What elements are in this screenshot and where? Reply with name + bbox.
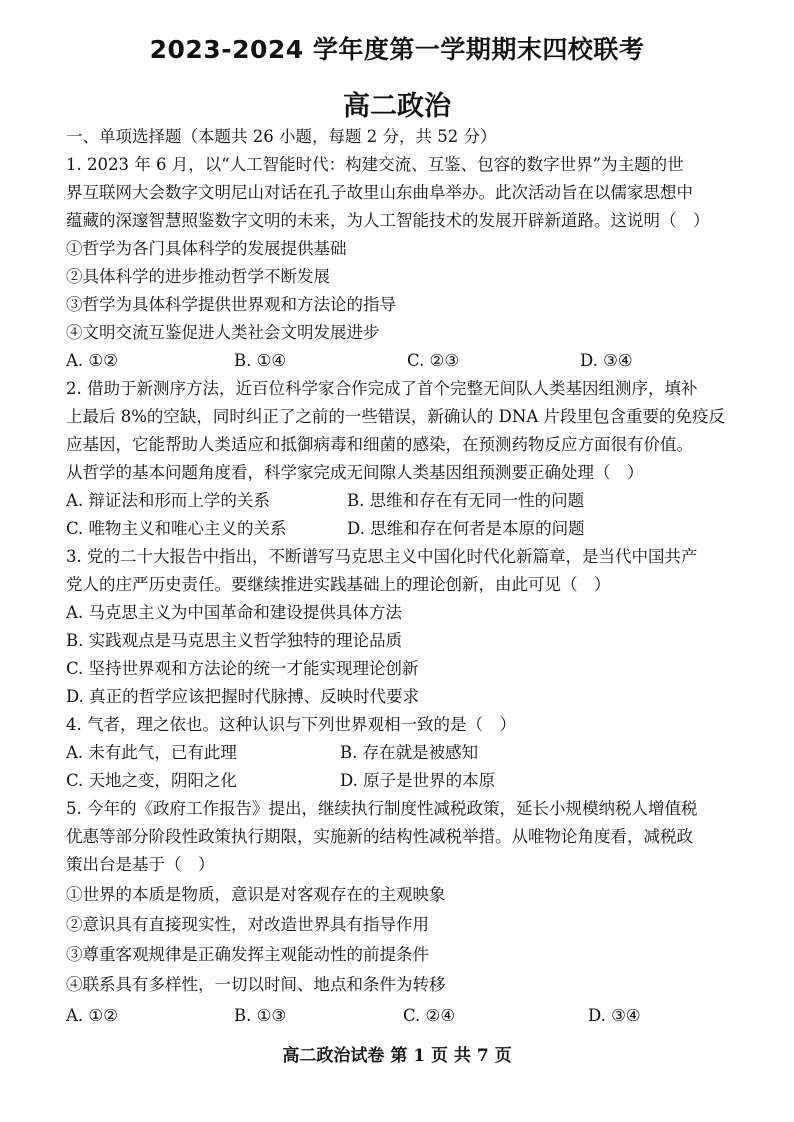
q5-stem-line: 优惠等部分阶段性政策执行期限，实施新的结构性减税举措。从唯物论角度看，减税政 [66, 827, 693, 846]
q1-stem-line: 界互联网大会数字文明尼山对话在孔子故里山东曲阜举办。此次活动旨在以儒家思想中 [66, 183, 693, 202]
exam-title: 2023-2024 学年度第一学期期末四校联考 [149, 35, 645, 64]
q5-stem-line: 5. 今年的《政府工作报告》提出，继续执行制度性减税政策，延长小规模纳税人增值税 [66, 799, 698, 818]
q5-option-a[interactable]: A. ①② [66, 1006, 118, 1025]
subject-title: 高二政治 [343, 91, 451, 122]
q1-option-d[interactable]: D. ③④ [580, 351, 633, 370]
q5-item: ④联系具有多样性，一切以时间、地点和条件为转移 [66, 975, 446, 994]
q3-stem-line: 3. 党的二十大报告中指出，不断谱写马克思主义中国化时代化新篇章，是当代中国共产 [66, 547, 698, 566]
q3-option-b[interactable]: B. 实践观点是马克思主义哲学独特的理论品质 [66, 631, 403, 650]
q5-option-b[interactable]: B. ①③ [234, 1006, 287, 1025]
q4-option-c[interactable]: C. 天地之变，阴阳之化 [66, 771, 238, 790]
q5-item: ①世界的本质是物质，意识是对客观存在的主观映象 [66, 885, 446, 904]
q2-stem-line: 应基因，它能帮助人类适应和抵御病毒和细菌的感染，在预测药物反应方面很有价值。 [66, 435, 693, 454]
q5-stem-line: 策出台是基于（ ） [66, 855, 215, 874]
q1-stem-line: 1. 2023 年 6 月，以“人工智能时代：构建交流、互鉴、包容的数字世界”为主题的世 [66, 155, 684, 174]
q2-stem-line: 从哲学的基本问题角度看，科学家完成无间隙人类基因组预测要正确处理（ ） [66, 463, 644, 482]
q1-option-b[interactable]: B. ①④ [234, 351, 287, 370]
q4-option-d[interactable]: D. 原子是世界的本原 [340, 771, 496, 790]
q4-option-a[interactable]: A. 未有此气，已有此理 [66, 743, 237, 762]
q5-item: ②意识具有直接现实性，对改造世界具有指导作用 [66, 915, 429, 934]
q2-stem-line: 上最后 8%的空缺，同时纠正了之前的一些错误，新确认的 DNA 片段里包含重要的免疫反 [66, 407, 725, 426]
q3-stem-line: 党人的庄严历史责任。要继续推进实践基础上的理论创新，由此可见（ ） [66, 575, 611, 594]
q5-option-c[interactable]: C. ②④ [403, 1006, 456, 1025]
section-heading: 一、单项选择题（本题共 26 小题，每题 2 分，共 52 分） [66, 127, 497, 146]
q1-item: ②具体科学的进步推动哲学不断发展 [66, 267, 330, 286]
q5-item: ③尊重客观规律是正确发挥主观能动性的前提条件 [66, 945, 429, 964]
q3-option-a[interactable]: A. 马克思主义为中国革命和建设提供具体方法 [66, 603, 402, 622]
q2-stem-line: 2. 借助于新测序方法，近百位科学家合作完成了首个完整无间队人类基因组测序，填补 [66, 379, 698, 398]
q3-option-c[interactable]: C. 坚持世界观和方法论的统一才能实现理论创新 [66, 659, 419, 678]
q1-option-c[interactable]: C. ②③ [407, 351, 460, 370]
q1-stem-line: 蕴藏的深邃智慧照鉴数字文明的未来，为人工智能技术的发展开辟新道路。这说明（ ） [66, 211, 710, 230]
q1-item: ①哲学为各门具体科学的发展提供基础 [66, 239, 347, 258]
q4-option-b[interactable]: B. 存在就是被感知 [340, 743, 479, 762]
q2-option-b[interactable]: B. 思维和存在有无同一性的问题 [347, 491, 585, 510]
q2-option-a[interactable]: A. 辩证法和形而上学的关系 [66, 491, 270, 510]
q1-option-a[interactable]: A. ①② [66, 351, 118, 370]
q4-stem-line: 4. 气者，理之依也。这种认识与下列世界观相一致的是（ ） [66, 715, 516, 734]
q3-option-d[interactable]: D. 真正的哲学应该把握时代脉搏、反映时代要求 [66, 687, 420, 706]
page-footer: 高二政治试卷 第 1 页 共 7 页 [282, 1046, 512, 1066]
q1-item: ④文明交流互鉴促进人类社会文明发展进步 [66, 323, 380, 342]
q2-option-d[interactable]: D. 思维和存在何者是本原的问题 [347, 519, 585, 538]
q2-option-c[interactable]: C. 唯物主义和唯心主义的关系 [66, 519, 287, 538]
q5-option-d[interactable]: D. ③④ [588, 1006, 641, 1025]
q1-item: ③哲学为具体科学提供世界观和方法论的指导 [66, 295, 396, 314]
